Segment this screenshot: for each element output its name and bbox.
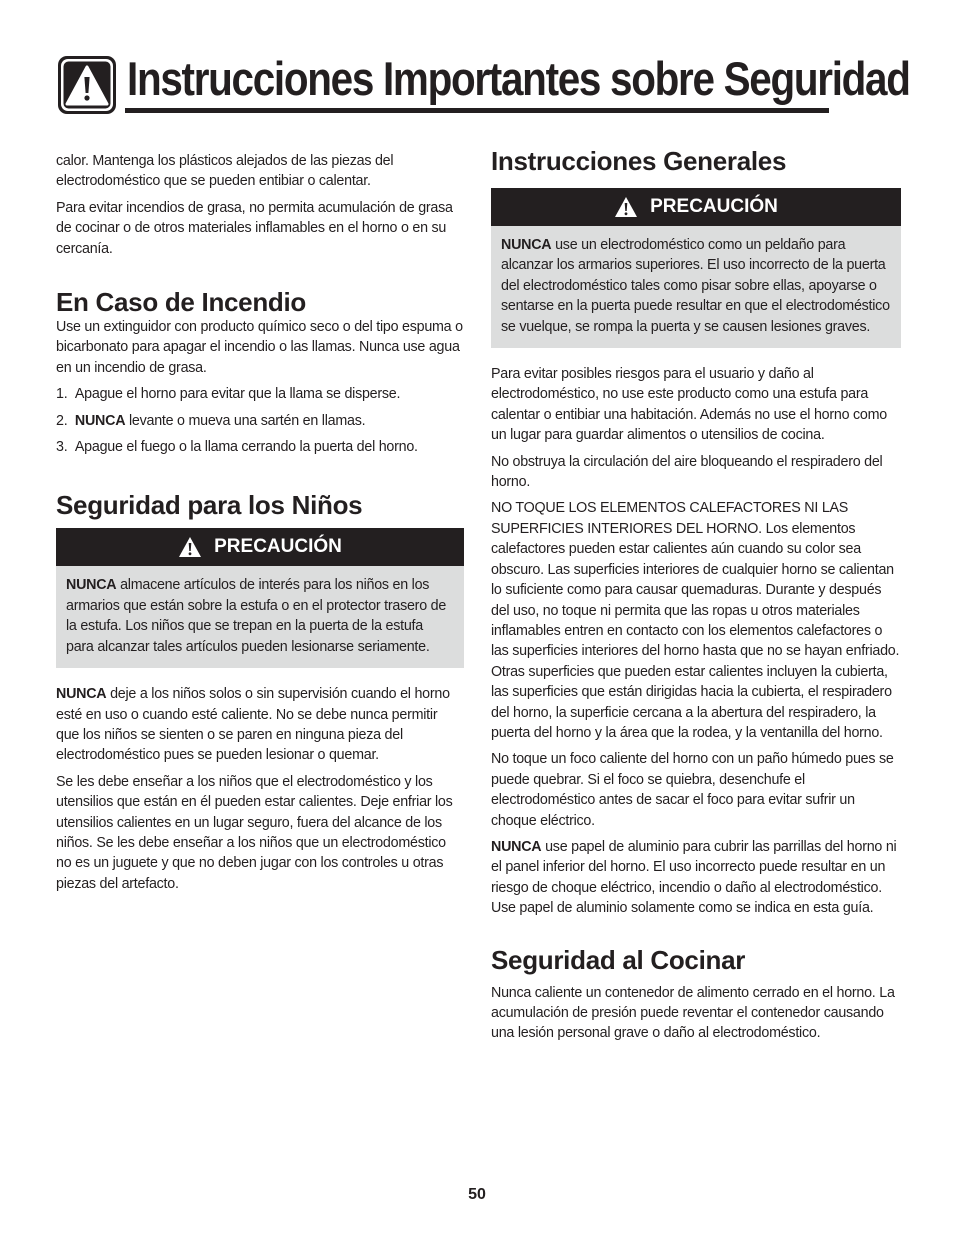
children-caution-box — [56, 528, 464, 668]
children-paragraph-2: Se les debe enseñar a los niños que el electrodoméstico y los utensilios que están en él pueden estar calientes. Deje enfriar los utensilios calientes en un lugar seguro, fuera del alcance de los niños. Se les debe enseñar a los niños que un electrodoméstico no es un juguete y que no deben jugar con los controles u otras piezas del artefacto. — [56, 773, 453, 892]
step-number: 3. — [56, 439, 68, 456]
caution-text: NUNCA almacene artículos de interés para los niños en los armarios que están sobre la estufa o en el protector trasero de la estufa. Los niños que se trepan en la puerta de la estufa para alcanzar tales artículos pueden lesionarse seriamente. — [66, 577, 447, 655]
general-paragraph-3: NO TOQUE LOS ELEMENTOS CALEFACTORES NI LAS SUPERFICIES INTERIORES DEL HORNO. Los elementos calefactores pueden estar calientes aún cuando su color sea obscuro. Las superficies interiores de cualquier horno se calientan lo suficiente como para causar quemaduras. Durante y después del uso, no toque ni permita que las ropas u otros materiales inflamables entren en contacto con los elementos calefactores o las superficies interiores del horno hasta que no se hayan enfriado. Otras superficies que pueden estar calientes incluyen la cubierta, las superficies que están dirigidas hacia la cubierta, el respiradero del horno, la superficie cercana a la abertura del respiradero, la puerta del horno y la área que la rodea, y la ventanilla del horno. — [491, 500, 900, 741]
caution-header — [491, 188, 901, 226]
right-column — [491, 146, 901, 1044]
left-column — [56, 151, 464, 894]
page-title: Instrucciones Importantes sobre Seguridad — [127, 52, 910, 105]
list-item: 2. NUNCA levante o mueva una sartén en llamas. — [56, 412, 366, 429]
general-caution-box — [491, 188, 901, 348]
children-paragraph-1: NUNCA deje a los niños solos o sin supervisión cuando el horno esté en uso o cuando esté caliente. No se debe nunca permitir que los niños se sienten o se paren en ninguna pieza del electrodoméstico pues se pueden lesionar o quemar. — [56, 686, 450, 764]
fire-steps — [56, 384, 464, 457]
list-item: 1. Apague el horno para evitar que la llama se disperse. — [56, 386, 401, 403]
page-header — [57, 50, 910, 116]
caution-body — [56, 566, 464, 668]
general-paragraph-2: No obstruya la circulación del aire bloqueando el respiradero del horno. — [491, 453, 883, 491]
cooking-heading: Seguridad al Cocinar — [491, 944, 746, 975]
cooking-paragraph: Nunca caliente un contenedor de alimento cerrado en el horno. La acumulación de presión puede reventar el contenedor causando una lesión personal grave o daño al electrodoméstico. — [491, 984, 895, 1042]
page-number: 50 — [468, 1186, 486, 1203]
intro-paragraph-2: Para evitar incendios de grasa, no permita acumulación de grasa de cocinar o de otros materiales inflamables en el horno o en su cercanía. — [56, 199, 453, 257]
general-heading: Instrucciones Generales — [491, 146, 787, 176]
caution-label: PRECAUCIÓN — [214, 536, 342, 558]
children-heading: Seguridad para los Niños — [56, 490, 363, 521]
caution-body — [491, 226, 901, 348]
caution-text: NUNCA use un electrodoméstico como un peldaño para alcanzar los armarios superiores. El uso incorrecto de la puerta del electrodoméstico tales como pisar sobre ellas, apoyarse o sentarse en la puerta puede resultar en que el electrodoméstico se vuelque, se rompa la puerta y se causen lesiones graves. — [501, 237, 890, 335]
general-paragraph-5: NUNCA use papel de aluminio para cubrir las parrillas del horno ni el panel inferior del horno. El uso incorrecto puede resultar en un riesgo de choque eléctrico, incendio o daño al electrodoméstico. Use papel de aluminio solamente como se indica en esta guía. — [491, 838, 897, 917]
step-number: 2. — [56, 412, 68, 429]
general-paragraph-4: No toque un foco caliente del horno con un paño húmedo pues se puede quebrar. Si el foco se quiebra, desenchufe el electrodoméstico antes de sacar el foco para evitar sufrir un choque eléctrico. — [491, 751, 894, 829]
header-rule — [125, 108, 829, 113]
warning-icon — [614, 196, 638, 218]
warning-triangle-icon — [57, 55, 117, 115]
intro-paragraph-1: calor. Mantenga los plásticos alejados de las piezas del electrodoméstico que se pueden entibiar o calentar. — [56, 153, 394, 190]
warning-icon — [178, 536, 202, 558]
fire-paragraph: Use un extinguidor con producto químico seco o del tipo espuma o bicarbonato para apagar el incendio o las llamas. Nunca use agua en un incendio de grasa. — [56, 319, 463, 376]
fire-heading: En Caso de Incendio — [56, 287, 307, 318]
caution-header — [56, 528, 464, 566]
general-paragraph-1: Para evitar posibles riesgos para el usuario y daño al electrodoméstico, no use este producto como una estufa para calentar o entibiar una habitación. Además no use el horno como un lugar para guardar alimentos o utensilios de cocina. — [491, 366, 887, 444]
step-number: 1. — [56, 386, 68, 403]
list-item: 3. Apague el fuego o la llama cerrando la puerta del horno. — [56, 439, 418, 456]
caution-label: PRECAUCIÓN — [650, 196, 778, 217]
